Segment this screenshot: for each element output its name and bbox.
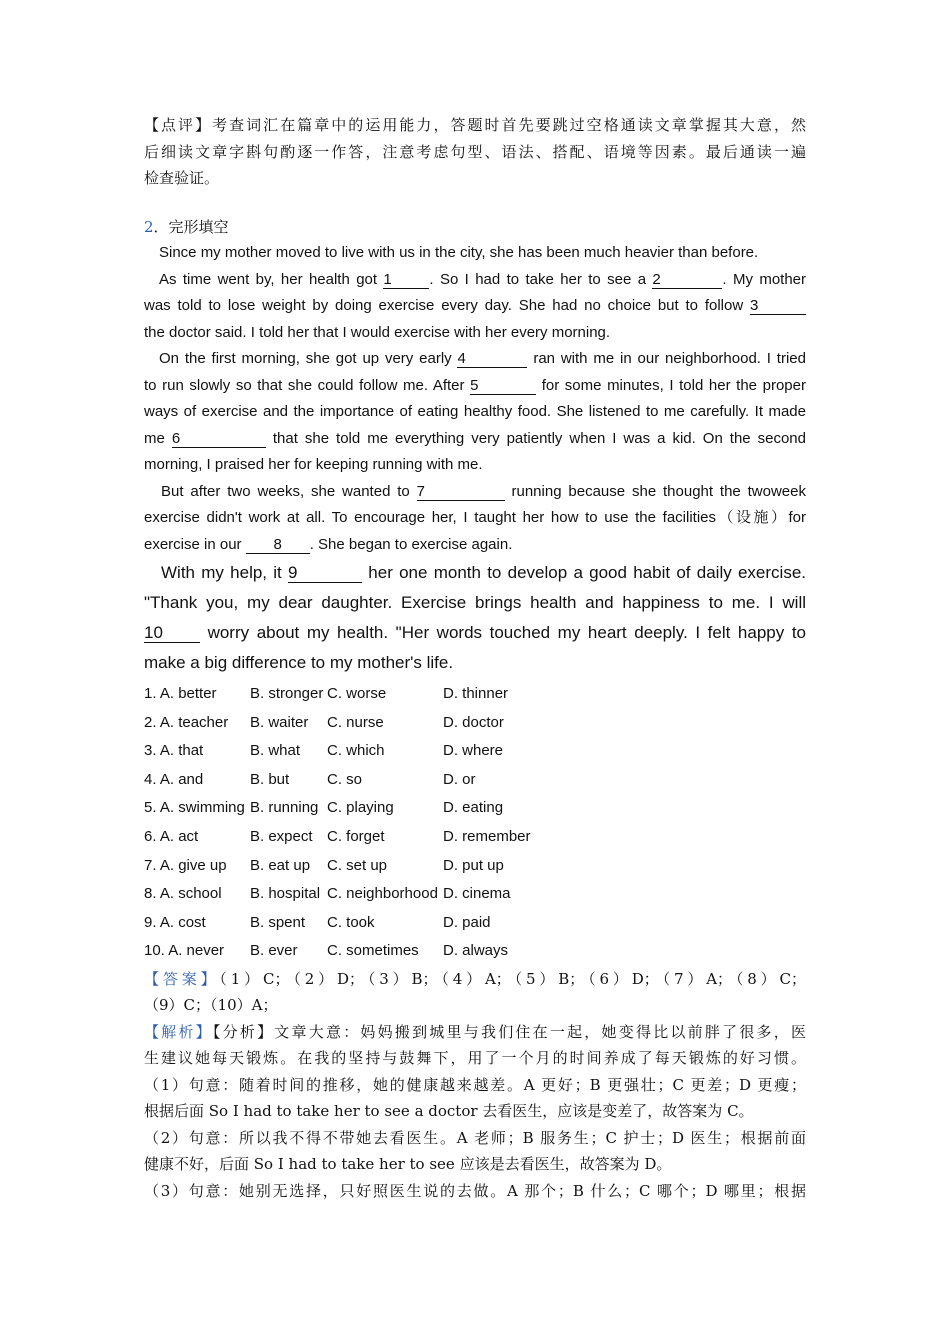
passage-line: make a big difference to my mother's life.: [144, 653, 454, 672]
blank-3: 3: [750, 297, 806, 315]
option-row: [144, 880, 806, 909]
analysis-line: （2）句意：所以我不得不带她去看医生。A 老师；B 服务生；C 护士；D 医生；根据前面: [144, 1128, 806, 1147]
option-c: C. worse: [327, 685, 387, 702]
answer-line: [144, 966, 806, 993]
option-b: B. hospital: [250, 885, 321, 903]
option-a: 2. A. teacher: [144, 713, 229, 731]
option-a: 9. A. cost: [144, 913, 206, 931]
option-b: B. what: [250, 742, 301, 760]
passage-text: that she told me everything very patiently when I was a kid. On the second: [265, 429, 806, 447]
option-b: B. eat up: [250, 856, 311, 874]
option-c: C. nurse: [327, 713, 384, 731]
answer-line: （9）C；（10）A；: [144, 996, 278, 1015]
option-c: C. playing: [327, 799, 394, 817]
option-d: D. cinema: [443, 885, 511, 903]
passage-line: morning, I praised her for keeping running with me.: [144, 456, 483, 473]
option-row: [144, 709, 806, 738]
blank-9: 9: [288, 563, 362, 583]
option-d: D. paid: [443, 913, 491, 931]
option-b: B. expect: [250, 827, 313, 845]
passage-text: As time went by, her health got: [159, 270, 384, 288]
option-b: B. but: [250, 770, 290, 788]
option-row: [144, 937, 806, 966]
answer-tag: 【答案】: [144, 969, 220, 988]
passage-line: [144, 558, 806, 588]
question-heading: [144, 214, 806, 241]
option-d: D. eating: [443, 799, 504, 817]
comment-line: 【点评】考查词汇在篇章中的运用能力，答题时首先要跳过空格通读文章掌握其大意，然: [144, 116, 806, 134]
passage-text: . She began to exercise again.: [309, 535, 513, 553]
option-b: B. spent: [250, 913, 306, 931]
option-c: C. which: [327, 742, 385, 760]
passage-line: [144, 293, 806, 320]
passage-line: [144, 346, 806, 373]
option-d: D. thinner: [443, 685, 509, 702]
option-c: C. forget: [327, 827, 385, 845]
passage-text: to run slowly so that she could follow me. After: [144, 376, 471, 394]
option-b: B. ever: [250, 942, 298, 960]
option-row: [144, 680, 806, 709]
passage-line: [144, 618, 806, 648]
blank-10: 10: [144, 623, 200, 643]
passage-line: Since my mother moved to live with us in the city, she has been much heavier than before.: [159, 244, 759, 261]
answer-text: （1）C；（2）D；（3）B；（4）A；（5）B；（6）D；（7）A；（8）C；: [219, 969, 806, 988]
analysis-line: 生建议她每天锻炼。在我的坚持与鼓舞下，用了一个月的时间养成了每天锻炼的好习惯。: [144, 1049, 806, 1068]
passage-text: With my help, it: [161, 563, 289, 582]
passage-line: [144, 373, 806, 400]
analysis-line: 根据后面 So I had to take her to see a doctor 去看医生，应该是变差了，故答案为 C。: [144, 1102, 754, 1121]
option-d: D. remember: [443, 827, 531, 845]
option-a: 7. A. give up: [144, 856, 227, 874]
document-page: [144, 112, 806, 1204]
option-a: 5. A. swimming: [144, 799, 245, 817]
analysis-line: （1）句意：随着时间的推移，她的健康越来越差。A 更好；B 更强壮；C 更差；D 更瘦；: [144, 1075, 806, 1094]
option-row: [144, 794, 806, 823]
option-a: 6. A. act: [144, 827, 199, 845]
option-row: [144, 737, 806, 766]
answer-block: [144, 966, 806, 1019]
passage-line: [144, 267, 806, 294]
option-a: 10. A. never: [144, 942, 225, 960]
comment-line: 后细读文章字斟句酌逐一作答，注意考虑句型、语法、搭配、语境等因素。最后通读一遍: [144, 142, 806, 161]
option-b: B. running: [250, 799, 319, 817]
blank-4: 4: [457, 350, 527, 368]
option-c: C. sometimes: [327, 942, 419, 960]
option-row: [144, 909, 806, 938]
blank-8: 8: [246, 536, 310, 554]
blank-5: 5: [470, 377, 536, 395]
analysis-line: 健康不好，后面 So I had to take her to see 应该是去看医生，故答案为 D。: [144, 1155, 672, 1174]
passage-text: But after two weeks, she wanted to: [161, 482, 417, 500]
option-a: 4. A. and: [144, 770, 204, 788]
analysis-line: （3）句意：她别无选择，只好照医生说的去做。A 那个；B 什么；C 哪个；D 哪里；根据: [144, 1181, 806, 1200]
passage-text: for some minutes, I told her the proper: [536, 376, 806, 394]
passage-text: On the first morning, she got up very early: [159, 350, 458, 367]
passage-line: "Thank you, my dear daughter. Exercise brings health and happiness to me. I will: [144, 593, 806, 612]
question-title: ．完形填空: [153, 217, 229, 236]
passage-text: was told to lose weight by doing exercise every day. She had no choice but to follow: [144, 297, 750, 314]
option-a: 8. A. school: [144, 885, 222, 903]
option-b: B. stronger: [250, 685, 324, 702]
passage-text: exercise in our: [144, 535, 246, 553]
option-row: [144, 823, 806, 852]
passage-text: worry about my health. "Her words touched my heart deeply. I felt happy to: [200, 623, 806, 642]
option-d: D. or: [443, 770, 476, 788]
passage-line: [144, 479, 806, 506]
option-d: D. always: [443, 942, 509, 960]
passage-text: . So I had to take her to see a: [429, 270, 653, 288]
question-number: 2: [144, 217, 154, 236]
option-a: 3. A. that: [144, 742, 204, 760]
passage-text: running because she thought the twoweek: [504, 482, 806, 500]
option-c: C. set up: [327, 856, 388, 874]
passage-text: ran with me in our neighborhood. I tried: [527, 350, 806, 367]
passage-line: the doctor said. I told her that I would exercise with her every morning.: [144, 323, 611, 341]
option-row: [144, 766, 806, 795]
passage-line: exercise didn't work at all. To encourage her, I taught her how to use the facilities（设施）for: [144, 509, 806, 526]
passage-line: ways of exercise and the importance of eating healthy food. She listened to me carefully. It made: [144, 403, 806, 420]
analysis-block: [144, 1019, 806, 1205]
passage-line: [144, 426, 806, 453]
option-c: C. so: [327, 770, 363, 788]
blank-6: 6: [172, 430, 266, 448]
blank-1: 1: [383, 271, 429, 289]
passage-text: me: [144, 429, 172, 447]
passage-text: her one month to develop a good habit of daily exercise.: [362, 563, 806, 582]
analysis-tag: 【解析】: [144, 1022, 213, 1041]
option-c: C. took: [327, 913, 375, 931]
option-d: D. doctor: [443, 713, 504, 731]
spacer: [144, 192, 806, 214]
options-list: [144, 680, 806, 966]
analysis-text: 【分析】文章大意：妈妈搬到城里与我们住在一起，她变得比以前胖了很多，医: [212, 1022, 806, 1041]
option-a: 1. A. better: [144, 685, 217, 702]
cloze-passage: [144, 240, 806, 678]
comment-block: [144, 112, 806, 192]
comment-line: 检查验证。: [144, 169, 220, 187]
blank-7: 7: [417, 483, 505, 501]
option-c: C. neighborhood: [327, 885, 438, 903]
passage-line: [144, 532, 806, 559]
analysis-line: [144, 1019, 806, 1046]
blank-2: 2: [652, 271, 722, 289]
option-d: D. put up: [443, 856, 504, 874]
option-b: B. waiter: [250, 713, 309, 731]
option-row: [144, 852, 806, 881]
option-d: D. where: [443, 742, 504, 760]
passage-text: . My mother: [722, 270, 807, 288]
